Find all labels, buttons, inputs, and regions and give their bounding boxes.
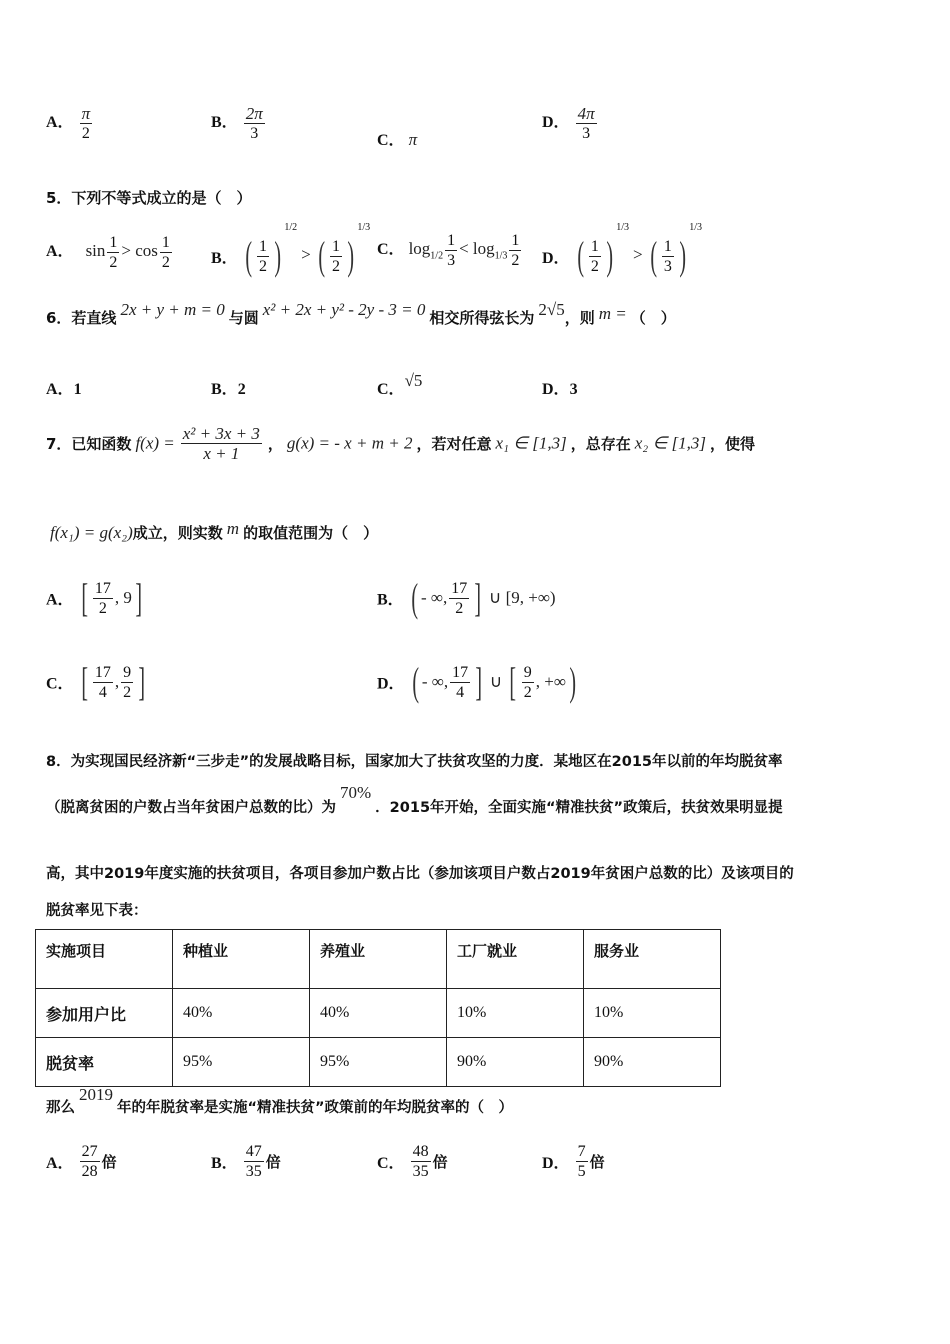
q4-option-a[interactable] bbox=[46, 105, 94, 142]
fraction: $\frac{4\pi}{3}$ bbox=[577, 104, 595, 142]
q6-option-c[interactable]: C．√5 bbox=[377, 371, 423, 398]
fraction: $\frac{\text{x² + 3x + 3}}{x + 1}$ bbox=[182, 424, 260, 463]
table-cell: 95% bbox=[310, 1038, 447, 1087]
fraction: $\frac{\pi}{2}$ bbox=[81, 104, 91, 142]
q4-option-d[interactable]: D． $\frac{4\pi}{3}$ bbox=[542, 104, 595, 142]
q6-option-a[interactable]: A．1 bbox=[46, 381, 82, 398]
poverty-table bbox=[35, 929, 721, 1087]
q7-option-a[interactable]: A． [ $\frac{17}{2}$ , 9] bbox=[46, 575, 142, 620]
q5-option-d[interactable]: D． ( $\frac{1}{2}$ )$^{1/3}$ > ( $\frac{1}{3}$ )$^{1/3}$ bbox=[542, 222, 703, 279]
q7-option-b[interactable]: B． ( - ∞, $\frac{17}{2}$ ] ∪ [9, +∞) bbox=[377, 575, 556, 620]
q8-question: 那么 2019 年的年脱贫率是实施“精准扶贫”政策前的年均脱贫率的（ ） bbox=[46, 1085, 514, 1116]
fraction: $\frac{2\pi}{3}$ bbox=[245, 104, 263, 142]
q8-line4: 脱贫率见下表： bbox=[46, 903, 148, 919]
q7-option-d[interactable]: D． ( - ∞, $\frac{17}{4}$ ] ∪ [ $\frac{9}{2}$ , +∞) bbox=[377, 659, 576, 704]
table-cell: 95% bbox=[173, 1038, 310, 1087]
table-header-row bbox=[36, 930, 721, 989]
q8-line2: （脱离贫困的户数占当年贫困户总数的比）为 70% ．2015年开始，全面实施“精准扶贫”政策后，扶贫效果明显提 bbox=[46, 783, 783, 816]
q8-option-d[interactable]: D． $\frac{7}{5}$ 倍 bbox=[542, 1143, 605, 1180]
q6-stem: 6．若直线 2x + y + m = 0 与圆 x² + 2x + y² - 2y - 3 = 0 相交所得弦长为 2√5，则 m = （ ） bbox=[46, 300, 676, 327]
option-label: A． bbox=[46, 114, 74, 132]
q7-stem-line1: 7．已知函数 f(x) = $\frac{\text{x² + 3x + 3}}{x + 1}$ ， g(x) = - x + m + 2 ，若对任意 x₁ ∈ [1,3] ，总存在 x₂ ∈ [1,3] ，使得 bbox=[46, 424, 755, 463]
q5-stem: 5．下列不等式成立的是（ ） bbox=[46, 189, 252, 207]
table-row bbox=[36, 1038, 721, 1087]
table-header-cell: 实施项目 bbox=[36, 930, 173, 989]
q4-option-b[interactable]: B． $\frac{2\pi}{3}$ bbox=[211, 104, 263, 142]
table-cell: 参加用户比 bbox=[36, 989, 173, 1038]
q8-option-b[interactable]: B． $\frac{47}{35}$ 倍 bbox=[211, 1143, 281, 1180]
table-header-cell: 工厂就业 bbox=[447, 930, 584, 989]
table-cell: 40% bbox=[310, 989, 447, 1038]
q8-line1: 8．为实现国民经济新“三步走”的发展战略目标，国家加大了扶贫攻坚的力度．某地区在2015年以前的年均脱贫率 bbox=[46, 754, 783, 770]
q7-stem-line2: f(x₁) = g(x₂)成立，则实数 m 的取值范围为（ ） bbox=[50, 519, 379, 542]
table-cell: 90% bbox=[584, 1038, 721, 1087]
q6-option-b[interactable]: B．2 bbox=[211, 381, 246, 398]
q5-option-a[interactable]: A． sin $\frac{1}{2}$ > cos $\frac{1}{2}$ bbox=[46, 234, 170, 271]
q4-option-c[interactable]: C． π bbox=[377, 130, 418, 149]
q7-option-c[interactable]: C． [ $\frac{17}{4}$ , $\frac{9}{2}$ ] bbox=[46, 659, 146, 704]
q8-option-a[interactable]: A． $\frac{27}{28}$ 倍 bbox=[46, 1143, 117, 1180]
q8-line3: 高，其中2019年度实施的扶贫项目，各项目参加户数占比（参加该项目户数占2019年贫困户总数的比）及该项目的 bbox=[46, 866, 794, 882]
table-cell: 脱贫率 bbox=[36, 1038, 173, 1087]
q5-option-b[interactable]: B． ( $\frac{1}{2}$ )$^{1/2}$ > ( $\frac{1}{2}$ )$^{1/3}$ bbox=[211, 222, 371, 279]
table-cell: 40% bbox=[173, 989, 310, 1038]
table-cell: 10% bbox=[584, 989, 721, 1038]
table-cell: 10% bbox=[447, 989, 584, 1038]
table-header-cell: 种植业 bbox=[173, 930, 310, 989]
q8-option-c[interactable]: C． $\frac{48}{35}$ 倍 bbox=[377, 1143, 448, 1180]
q6-option-d[interactable]: D．3 bbox=[542, 381, 578, 398]
table-header-cell: 养殖业 bbox=[310, 930, 447, 989]
table-header-cell: 服务业 bbox=[584, 930, 721, 989]
table-cell: 90% bbox=[447, 1038, 584, 1087]
table-row bbox=[36, 989, 721, 1038]
q5-option-c[interactable]: C． $\log_{1/2}$ $\frac{1}{3}$ < $\log_{1/3}$ $\frac{1}{2}$ bbox=[377, 232, 520, 269]
